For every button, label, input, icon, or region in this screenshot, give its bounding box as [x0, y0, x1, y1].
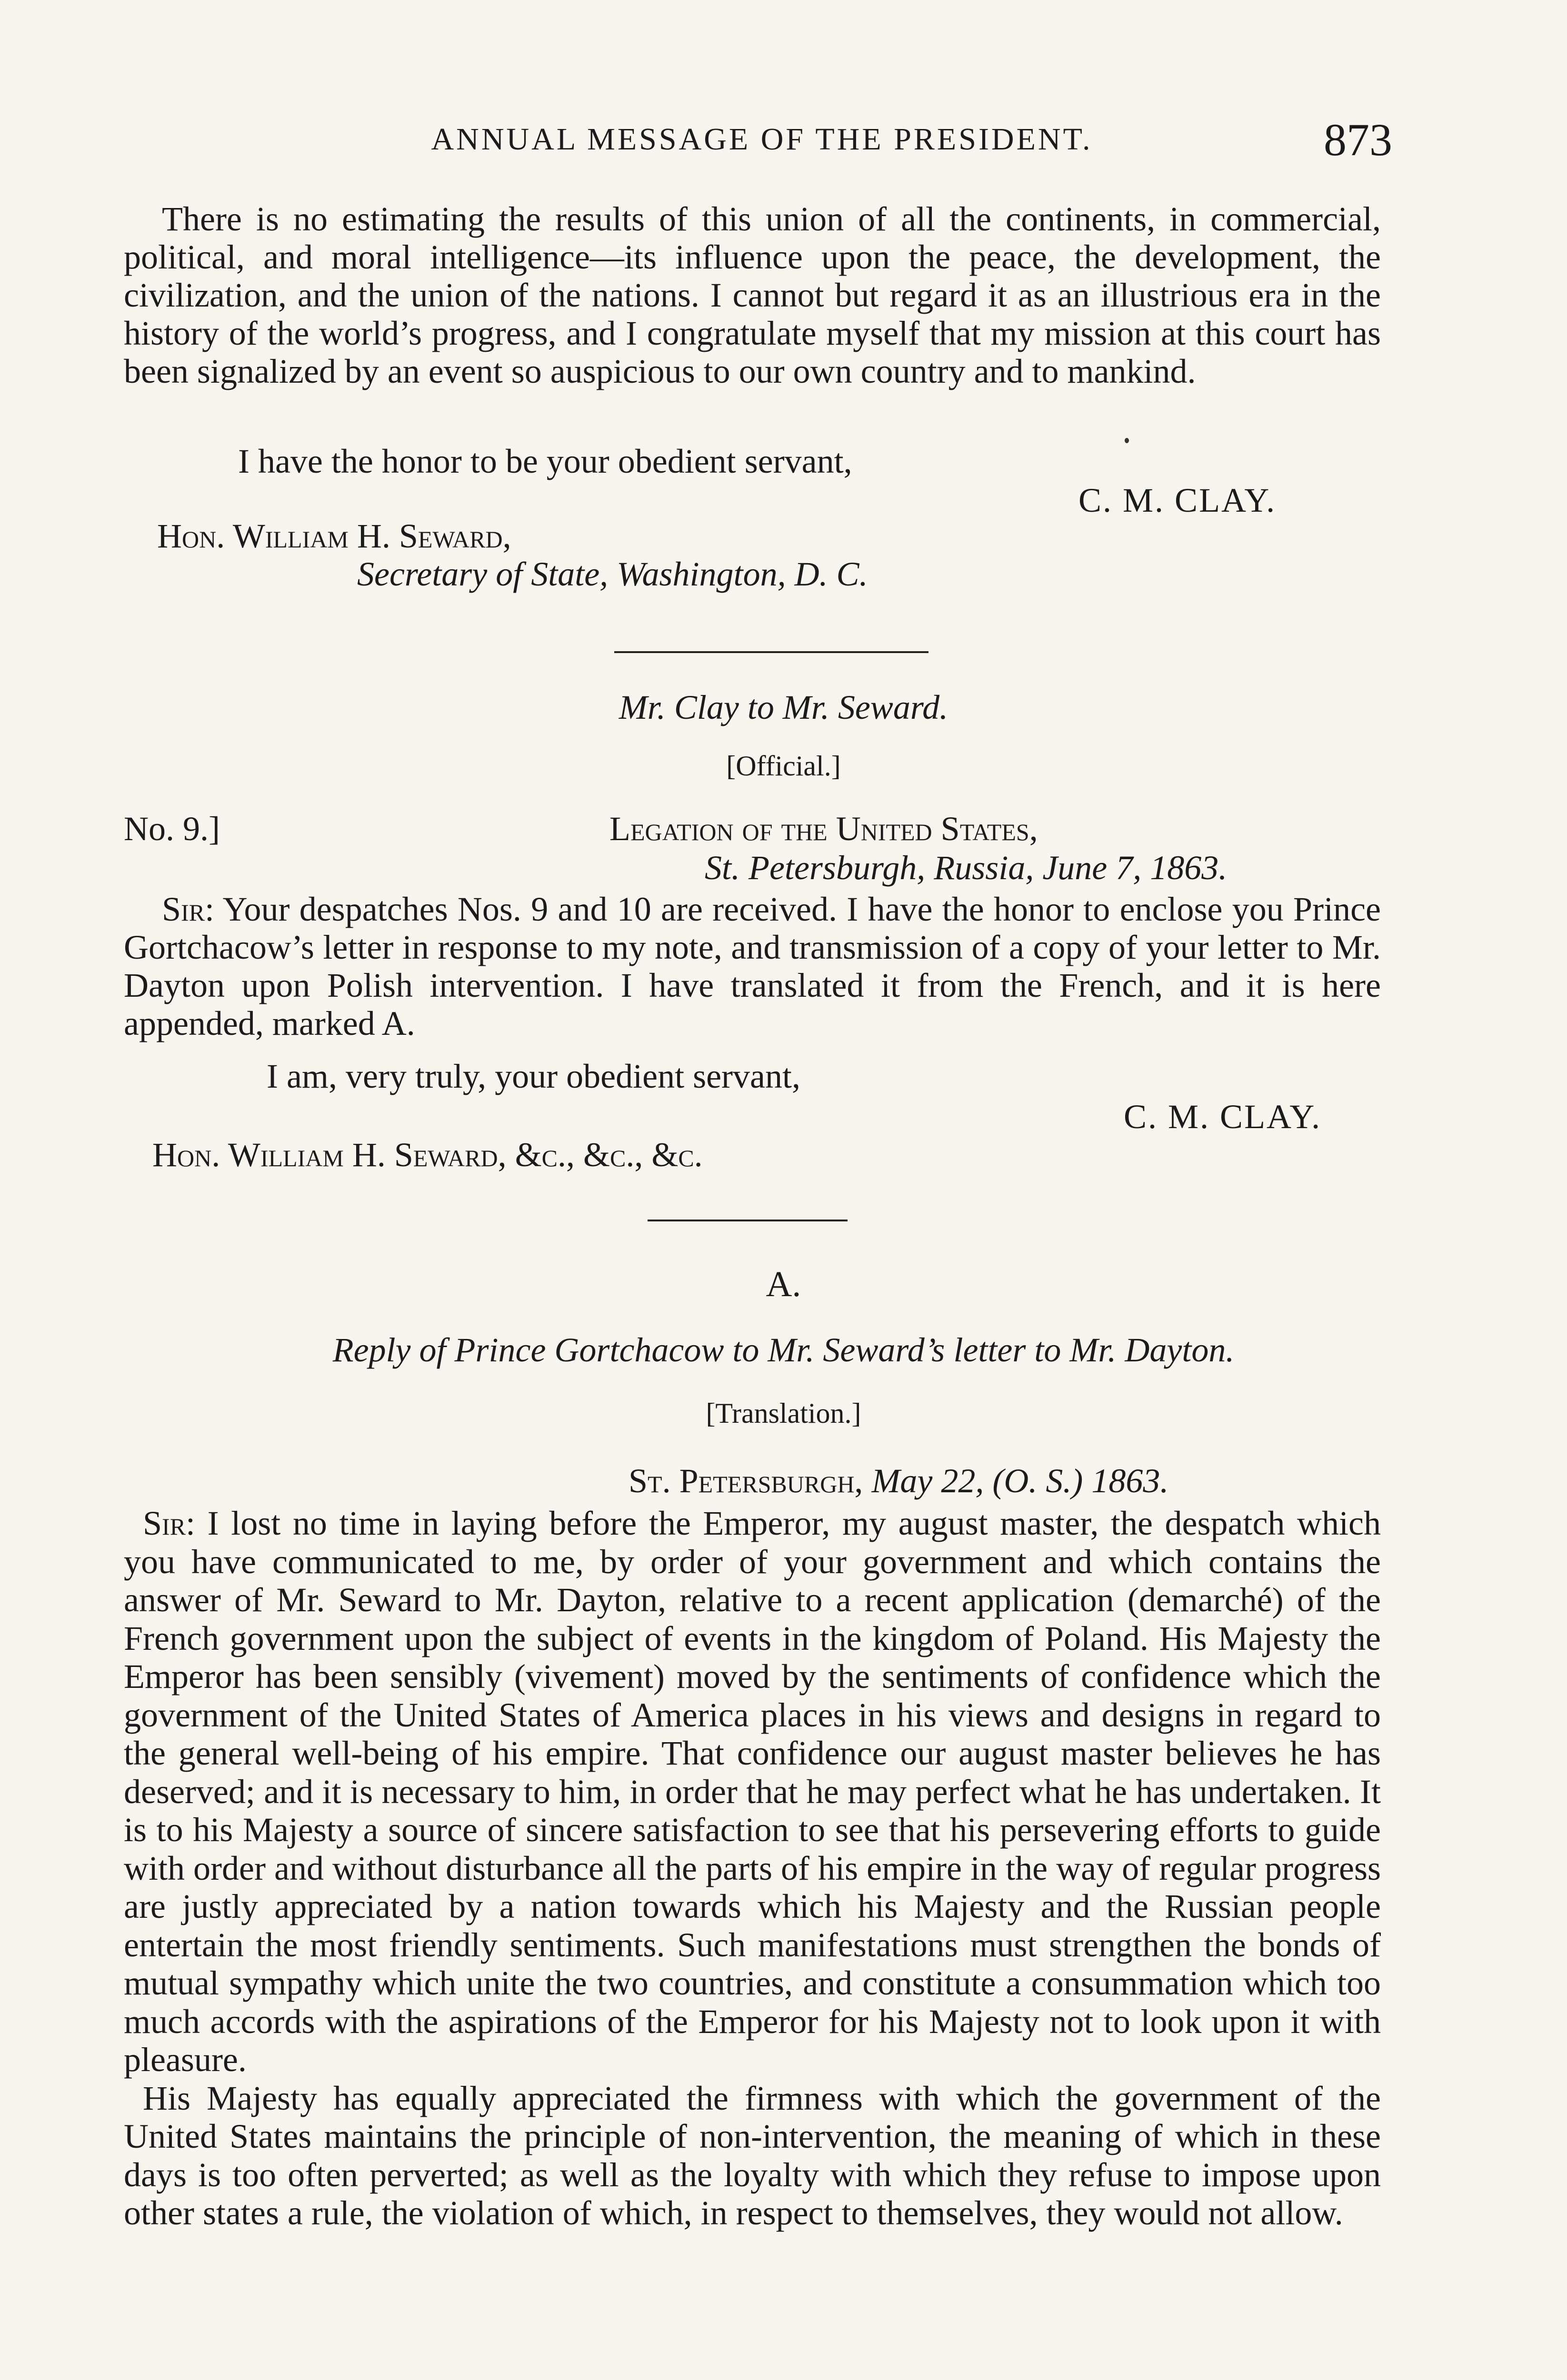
translation-label: [Translation.]	[706, 1398, 861, 1429]
ink-speck	[1125, 438, 1129, 443]
section-divider	[648, 1220, 848, 1221]
running-title: ANNUAL MESSAGE OF THE PRESIDENT.	[431, 122, 1093, 157]
letter1-signature: C. M. CLAY.	[1078, 481, 1277, 519]
letter1-closing: I have the honor to be your obedient servant,	[238, 442, 852, 480]
letter1-addressee-name: Hon. William H. Seward,	[157, 517, 511, 555]
paragraph-text: There is no estimating the results of this union of all the continents, in commercial, political, and moral intelligence—its influence upon the peace, the development, the civilization, and the union of the nations. I cannot but regard it as an illustrious era in the history of the world’s progress, and I congratulate myself that my mission at this court has been signalized by an event so auspicious to our own country and to mankind.	[124, 200, 1381, 390]
paragraph-text: I lost no time in laying before the Emperor, my august master, the despatch which you have communicated to me, by order of your government and which contains the answer of Mr. Seward to Mr. Dayton, relative to a recent application (demarché) of the French government upon the subject of events in the kingdom of Poland. His Majesty the Emperor has been sensibly (vivement) moved by the sentiments of confidence which the government of the United States of America places in his views and designs in regard to the general well-being of his empire. That confidence our august master believes he has deserved; and it is necessary to him, in order that he may perfect what he has undertaken. It is to his Majesty a source of sincere satisfaction to see that his persevering efforts to guide with order and without disturbance all the parts of his empire in the way of regular progress are justly appreciated by a nation towards which his Majesty and the Russian people entertain the most friendly sentiments. Such manifestations must strengthen the bonds of mutual sympathy which unite the two countries, and constitute a consummation which too much accords with the aspirations of the Emperor for his Majesty not to look upon it with pleasure.	[124, 1504, 1381, 2079]
enclosure-place-date	[629, 1461, 1168, 1501]
enclosure-letter: A.	[766, 1264, 801, 1304]
enclosure-date: May 22, (O. S.) 1863.	[871, 1462, 1169, 1500]
paragraph-text: His Majesty has equally appreciated the firmness with which the government of the United States maintains the principle of non-intervention, the meaning of which in these days is too often perverted; as well as the loyalty with which they refuse to impose upon other states a rule, the violation of which, in respect to themselves, they would not allow.	[124, 2079, 1381, 2232]
salutation: Sir:	[143, 1504, 196, 1542]
letter2-legation: Legation of the United States,	[609, 810, 1038, 848]
letter2-place-date: St. Petersburgh, Russia, June 7, 1863.	[705, 849, 1228, 887]
letter2-heading: Mr. Clay to Mr. Seward.	[619, 688, 948, 726]
letter1-addressee-title: Secretary of State, Washington, D. C.	[357, 555, 868, 593]
salutation: Sir:	[162, 890, 215, 928]
letter2-number: No. 9.]	[124, 810, 220, 848]
letter2-addressee: Hon. William H. Seward, &c., &c., &c.	[152, 1136, 703, 1174]
body-text: Your despatches Nos. 9 and 10 are received. I have the honor to enclose you Prince Gortchacow’s letter in response to my note, and transmission of a copy of your letter to Mr. Dayton upon Polish intervention. I have translated it from the French, and it is here appended, marked A.	[124, 890, 1381, 1042]
enclosure-title: Reply of Prince Gortchacow to Mr. Seward’s letter to Mr. Dayton.	[332, 1331, 1235, 1369]
section-divider	[614, 651, 928, 653]
letter2-body	[124, 890, 1381, 1042]
page-number: 873	[1324, 114, 1392, 165]
enclosure-body	[124, 1504, 1381, 2232]
letter2-signature: C. M. CLAY.	[1124, 1098, 1322, 1136]
enclosure-place: St. Petersburgh,	[629, 1462, 863, 1500]
letter2-closing: I am, very truly, your obedient servant,	[267, 1057, 800, 1095]
letter1-paragraph	[124, 200, 1381, 390]
letter2-official-label: [Official.]	[726, 750, 841, 782]
